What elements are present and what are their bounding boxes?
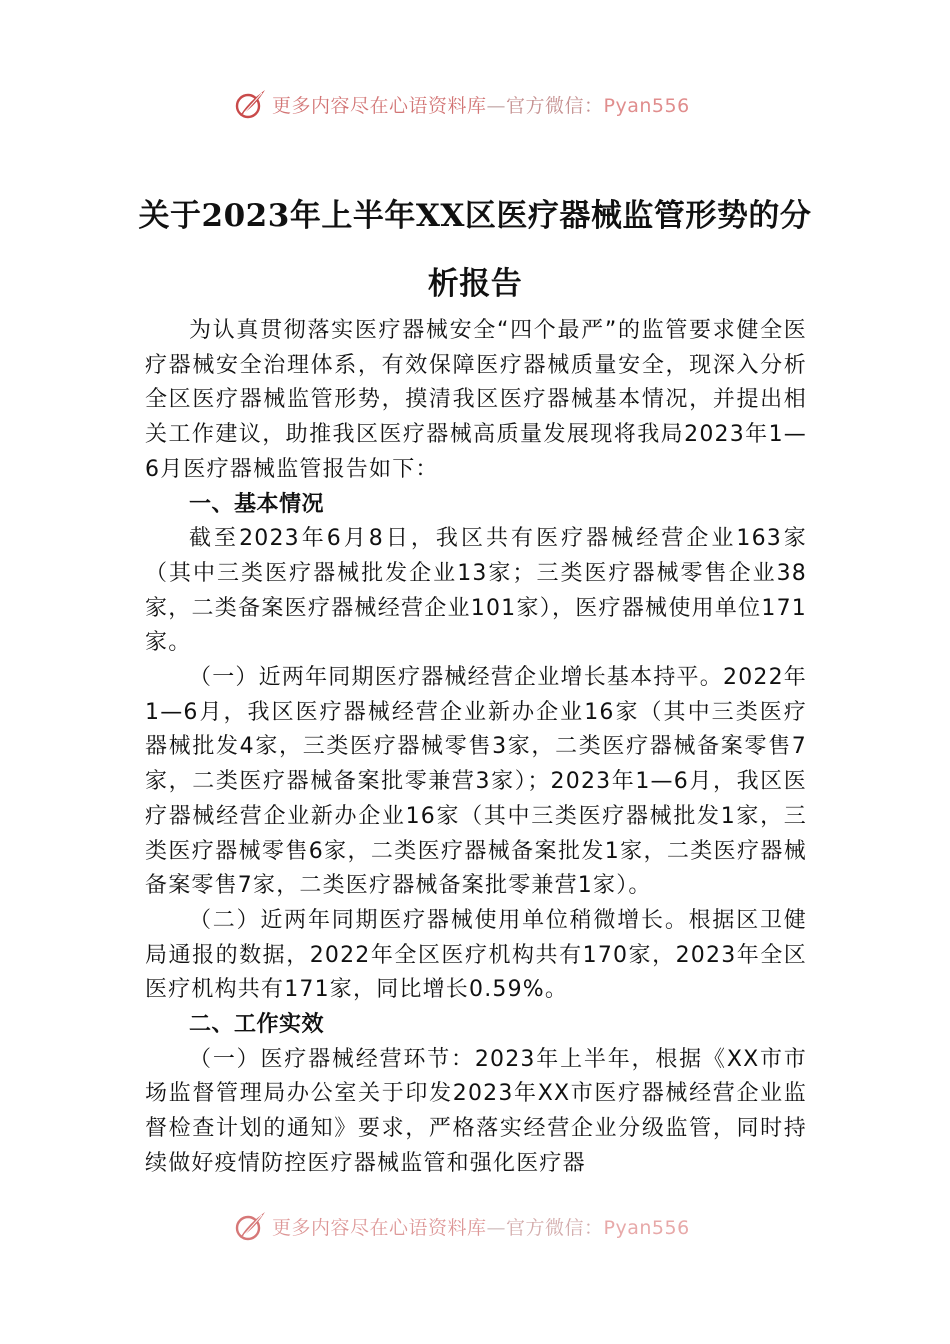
watermark-text — [272, 91, 690, 118]
basic-situation-paragraph: 截至2023年6月8日，我区共有医疗器械经营企业163家（其中三类医疗器械批发企业13家；三类医疗器械零售企业38家，二类备案医疗器械经营企业101家），医疗器械使用单位171家。 — [145, 526, 807, 656]
feather-logo-icon — [232, 1208, 268, 1244]
watermark-wechat-label: 官方微信： — [506, 1216, 604, 1239]
intro-paragraph: 为认真贯彻落实医疗器械安全“四个最严”的监管要求健全医疗器械安全治理体系，有效保障医疗器械质量安全，现深入分析全区医疗器械监管形势，摸清我区医疗器械基本情况，并提出相关工作建议，助推我区医疗器械高质量发展现将我局2023年1—6月医疗器械监管报告如下： — [145, 318, 807, 482]
section-heading-work-results: 二、工作实效 — [189, 1012, 325, 1038]
watermark-header — [232, 84, 732, 124]
watermark-wechat-id: Pyan556 — [603, 94, 690, 117]
watermark-library: 更多内容尽在心语资料库 — [272, 94, 487, 117]
watermark-wechat-label: 官方微信： — [506, 94, 604, 117]
watermark-separator: — — [486, 1216, 507, 1239]
document-title: 关于2023年上半年XX区医疗器械监管形势的分析报告 — [138, 198, 812, 302]
watermark-footer — [232, 1206, 732, 1246]
document-body — [145, 314, 807, 1182]
business-link-paragraph: （一）医疗器械经营环节：2023年上半年，根据《XX市市场监督管理局办公室关于印发2023年XX市医疗器械经营企业监督检查计划的通知》要求，严格落实经营企业分级监管，同时持续做好疫情防控医疗器械监管和强化医疗器 — [145, 1046, 807, 1176]
watermark-text — [272, 1213, 690, 1240]
feather-logo-icon — [232, 86, 268, 122]
usage-unit-growth-paragraph: （二）近两年同期医疗器械使用单位稍微增长。根据区卫健局通报的数据，2022年全区医疗机构共有170家，2023年全区医疗机构共有171家，同比增长0.59%。 — [145, 907, 807, 1003]
watermark-wechat-id: Pyan556 — [603, 1216, 690, 1239]
section-heading-basic-situation: 一、基本情况 — [189, 491, 325, 517]
watermark-separator: — — [486, 94, 507, 117]
watermark-library: 更多内容尽在心语资料库 — [272, 1216, 487, 1239]
business-enterprise-growth-paragraph: （一）近两年同期医疗器械经营企业增长基本持平。2022年1—6月，我区医疗器械经营企业新办企业16家（其中三类医疗器械批发4家，三类医疗器械零售3家，二类医疗器械备案零售7家，二类医疗器械备案批零兼营3家）；2023年1—6月，我区医疗器械经营企业新办企业16家（其中三类医疗器械批发1家，三类医疗器械零售6家，二类医疗器械备案批发1家，二类医疗器械备案零售7家，二类医疗器械备案批零兼营1家）。 — [145, 665, 807, 899]
